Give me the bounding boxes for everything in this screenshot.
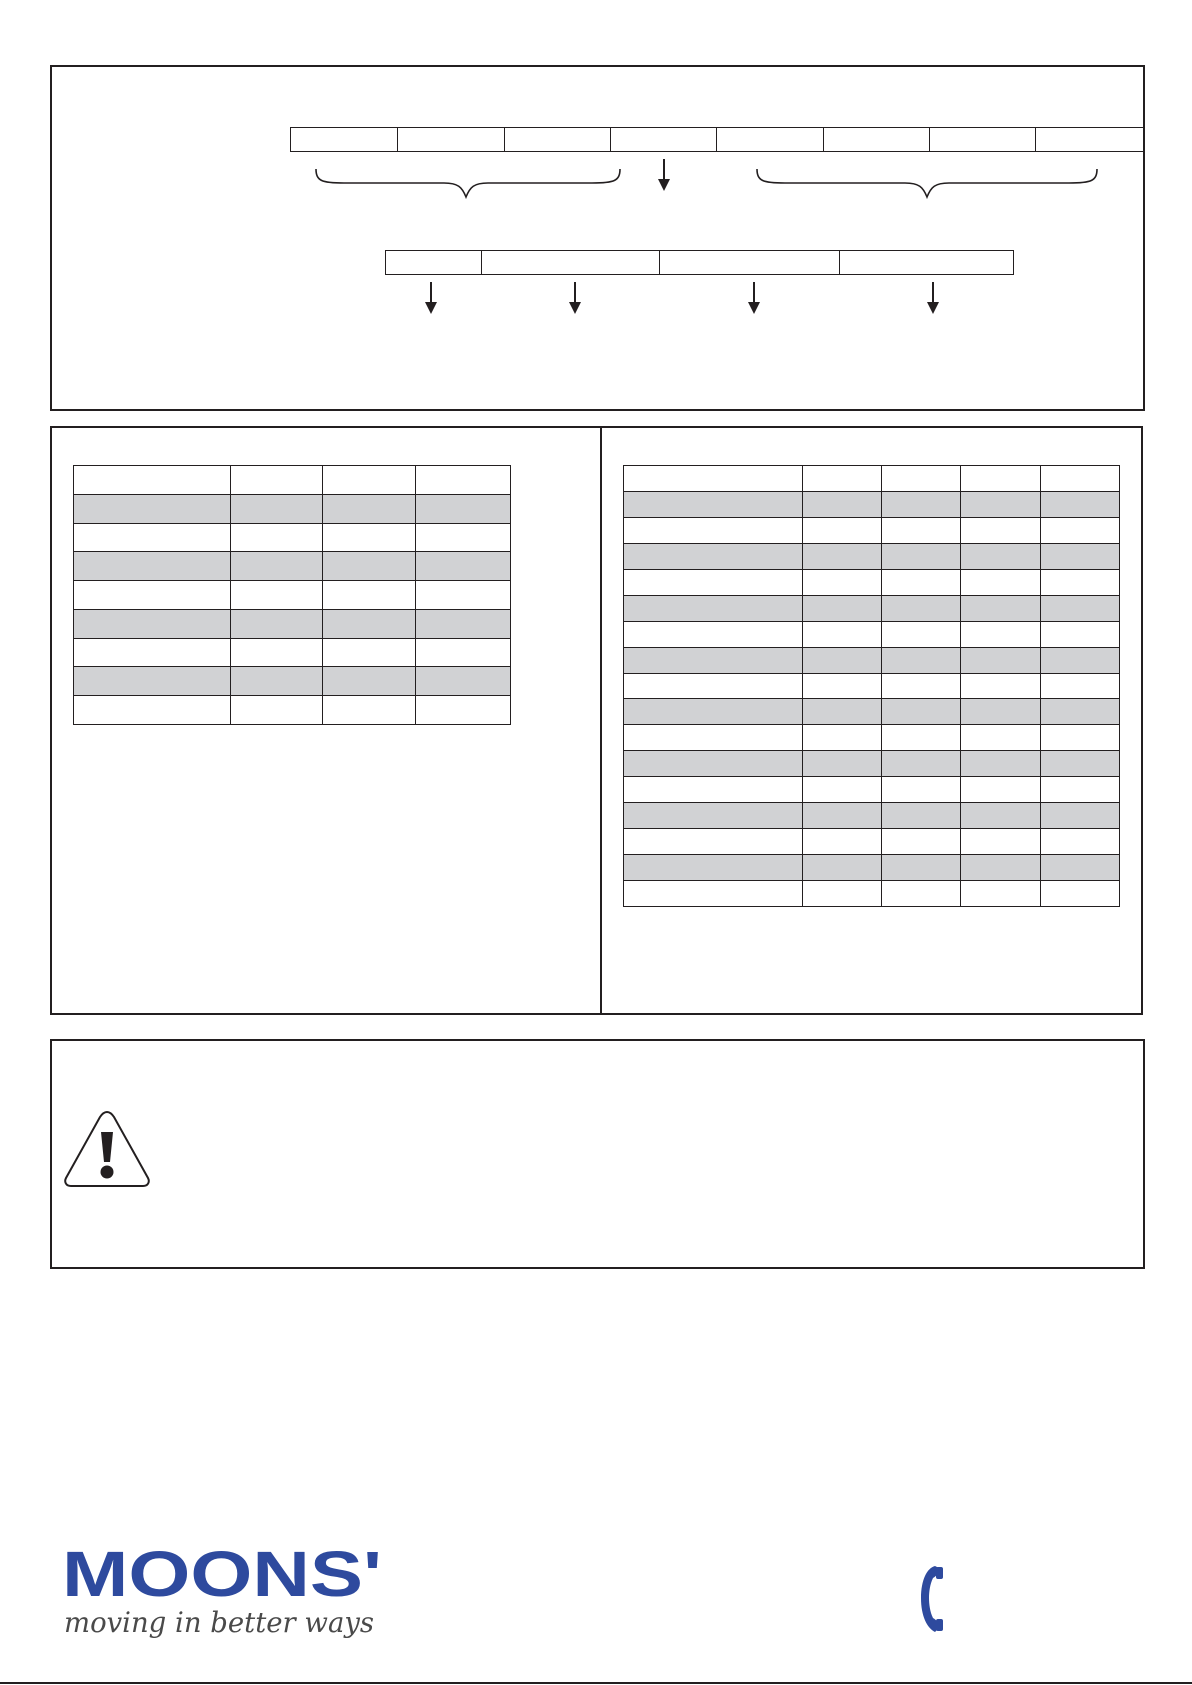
arrow-down-icon — [656, 159, 672, 193]
phone-icon — [917, 1564, 945, 1634]
model-code-panel — [50, 65, 1145, 411]
code-cell — [291, 128, 398, 151]
spec-table-right — [623, 465, 1120, 907]
table-row — [624, 569, 1120, 595]
table-row — [624, 855, 1120, 881]
spec-table-left — [73, 465, 511, 725]
table-row — [74, 638, 511, 667]
table-row — [624, 621, 1120, 647]
code-cell — [660, 251, 839, 274]
footer-rule — [0, 1682, 1192, 1684]
logo-wordmark: MOONS' — [62, 1538, 382, 1610]
code-cell — [505, 128, 612, 151]
model-code-strip-bottom — [385, 250, 1014, 275]
code-cell — [824, 128, 930, 151]
table-row — [624, 673, 1120, 699]
table-row — [624, 725, 1120, 751]
code-cell — [840, 251, 1013, 274]
spec-tables-panel — [50, 426, 1143, 1015]
brace-left — [314, 167, 624, 201]
table-row — [624, 491, 1120, 517]
table-row — [624, 543, 1120, 569]
warning-panel — [50, 1039, 1145, 1269]
table-row — [624, 647, 1120, 673]
logo-tagline: moving in better ways — [64, 1606, 374, 1639]
table-row — [624, 517, 1120, 543]
code-cell — [611, 128, 717, 151]
table-row — [74, 667, 511, 696]
arrow-down-icon — [925, 282, 941, 316]
table-row — [74, 523, 511, 552]
table-row — [74, 466, 511, 495]
table-row — [624, 829, 1120, 855]
panel-divider — [600, 428, 602, 1013]
table-row — [624, 466, 1120, 492]
code-cell — [398, 128, 505, 151]
table-row — [74, 494, 511, 523]
table-row — [624, 595, 1120, 621]
moons-logo — [62, 1540, 392, 1650]
table-row — [624, 751, 1120, 777]
brace-right — [755, 167, 1101, 201]
table-row — [624, 803, 1120, 829]
arrow-down-icon — [423, 282, 439, 316]
table-row — [74, 696, 511, 725]
table-row — [74, 581, 511, 610]
table-row — [624, 699, 1120, 725]
code-cell — [1036, 128, 1144, 151]
arrow-down-icon — [746, 282, 762, 316]
table-row — [624, 777, 1120, 803]
code-cell — [482, 251, 660, 274]
code-cell — [717, 128, 824, 151]
code-cell — [386, 251, 482, 274]
model-code-strip-top — [290, 127, 1145, 152]
table-row — [74, 552, 511, 581]
table-row — [624, 881, 1120, 907]
code-cell — [930, 128, 1037, 151]
arrow-down-icon — [567, 282, 583, 316]
table-row — [74, 609, 511, 638]
warning-triangle-icon — [62, 1108, 152, 1190]
